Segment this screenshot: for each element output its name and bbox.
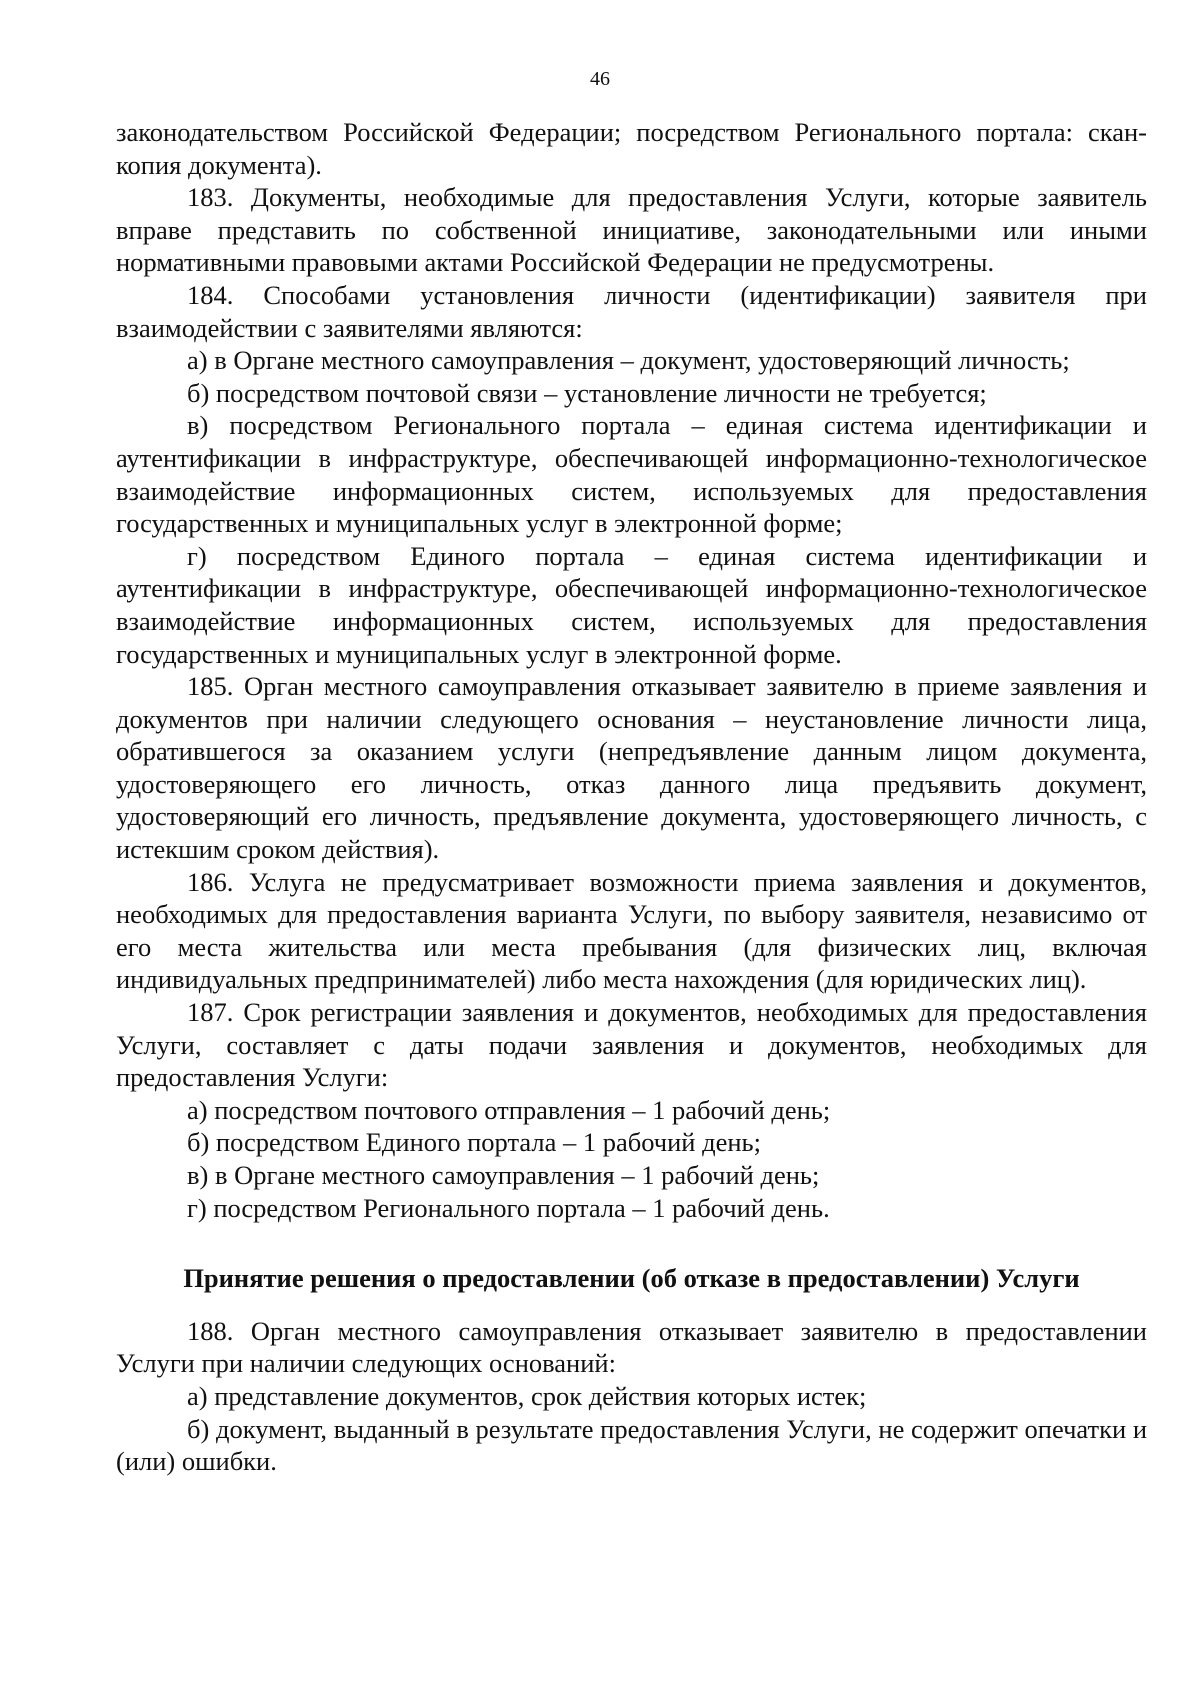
paragraph: законодательством Российской Федерации; посредством Регионального портала: скан-копия документа). [116, 117, 1147, 180]
paragraph: а) представление документов, срок действия которых истек; [187, 1380, 867, 1411]
paragraph: г) посредством Единого портала – единая система идентификации и аутентификации в инфраструктуре, обеспечивающей информационно-технологическое взаимодействие информационных систем, используемых для предоставления государственных и муниципальных услуг в электронной форме. [116, 540, 1147, 669]
paragraphs-before [116, 116, 1147, 1224]
paragraph: г) посредством Регионального портала – 1 рабочий день. [187, 1192, 830, 1223]
paragraph: 185. Орган местного самоуправления отказывает заявителю в приеме заявления и документов при наличии следующего основания – неустановление личности лица, обратившегося за оказанием услуги (непредъявление данным лицом документа, удостоверяющего его личность, отказ данного лица предъявить документ, удостоверяющий его личность, предъявление документа, удостоверяющего личность, с истекшим сроком действия). [116, 671, 1147, 865]
paragraph: 188. Орган местного самоуправления отказывает заявителю в предоставлении Услуги при наличии следующих оснований: [116, 1315, 1147, 1379]
page-number: 46 [590, 68, 610, 90]
paragraph: б) посредством Единого портала – 1 рабочий день; [187, 1127, 761, 1158]
paragraph: б) посредством почтовой связи – установление личности не требуется; [187, 377, 987, 408]
paragraphs-after [116, 1315, 1147, 1478]
paragraph: 187. Срок регистрации заявления и документов, необходимых для предоставления Услуги, составляет с даты подачи заявления и документов, необходимых для предоставления Услуги: [116, 997, 1147, 1093]
paragraph: 184. Способами установления личности (идентификации) заявителя при взаимодействии с заявителями являются: [116, 279, 1147, 343]
paragraph: б) документ, выданный в результате предоставления Услуги, не содержит опечатки и (или) ошибки. [116, 1413, 1147, 1477]
document-body [116, 116, 1147, 1478]
paragraph: в) посредством Регионального портала – единая система идентификации и аутентификации в инфраструктуре, обеспечивающей информационно-технологическое взаимодействие информационных систем, используемых для предоставления государственных и муниципальных услуг в электронной форме; [116, 410, 1147, 539]
paragraph: а) в Органе местного самоуправления – документ, удостоверяющий личность; [187, 345, 1070, 376]
paragraph: 186. Услуга не предусматривает возможности приема заявления и документов, необходимых для предоставления варианта Услуги, по выбору заявителя, независимо от его места жительства или места пребывания (для физических лиц, включая индивидуальных предпринимателей) либо места нахождения (для юридических лиц). [116, 866, 1147, 995]
paragraph: 183. Документы, необходимые для предоставления Услуги, которые заявитель вправе представить по собственной инициативе, законодательными или иными нормативными правовыми актами Российской Федерации не предусмотрены. [116, 182, 1147, 278]
section-heading: Принятие решения о предоставлении (об отказе в предоставлении) Услуги [183, 1263, 1080, 1294]
paragraph: а) посредством почтового отправления – 1 рабочий день; [187, 1094, 831, 1125]
paragraph: в) в Органе местного самоуправления – 1 рабочий день; [187, 1160, 820, 1190]
